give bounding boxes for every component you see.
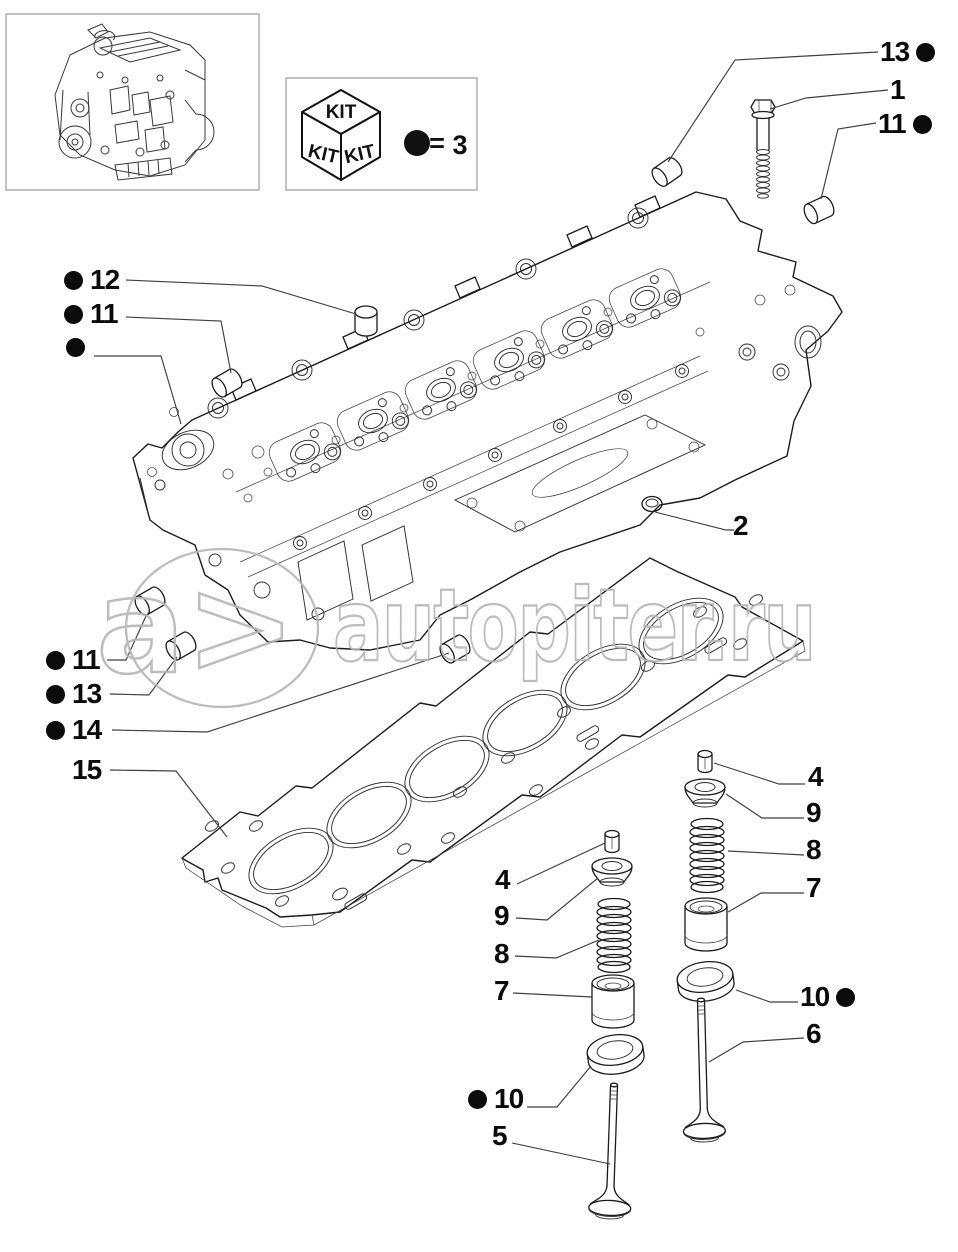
callout-9-left-number: 9: [494, 900, 509, 931]
watermark-site-text: autopiter.ru: [333, 567, 815, 684]
kit-dot: [913, 115, 932, 134]
callout-9-left: [494, 902, 509, 930]
callout-10-right: [800, 983, 855, 1011]
valve-guide-right: [685, 898, 727, 951]
kit-dot: [836, 988, 855, 1007]
callout-10-left: [468, 1085, 523, 1113]
callout-kit-mark-only: [66, 338, 92, 357]
callout-13-top-number: 13: [880, 36, 910, 67]
spring-retainer-left: [592, 858, 632, 886]
callout-14: [46, 716, 101, 744]
kit-dot: [64, 271, 83, 290]
callout-10-right-number: 10: [800, 981, 830, 1012]
callout-6: [806, 1020, 821, 1048]
spring-retainer-right: [685, 779, 725, 807]
callout-2-number: 2: [733, 510, 748, 541]
valve-6-exhaust: [680, 998, 726, 1143]
cylinder-head-bolt-1: [751, 100, 775, 198]
callout-6-number: 6: [806, 1018, 821, 1049]
kit-quantity: 3: [452, 130, 468, 160]
callout-4-right-number: 4: [808, 761, 823, 792]
callout-13-low-number: 13: [72, 678, 102, 709]
callout-11-low-number: 11: [72, 644, 100, 675]
kit-dot: [46, 721, 65, 740]
callout-4-left-number: 4: [495, 864, 510, 895]
kit-cube-left-label: KIT: [305, 140, 341, 169]
valve-collet-left: [605, 831, 619, 853]
cup-plug-11-top: [801, 194, 836, 225]
callout-7-right-number: 7: [806, 872, 821, 903]
valve-spring-left: [597, 899, 631, 973]
callout-8-right-number: 8: [806, 834, 821, 865]
engine-thumbnail: [6, 14, 259, 190]
kit-cube-icon: [302, 90, 380, 180]
kit-dot: [66, 338, 85, 357]
callout-13-top: [880, 38, 935, 66]
callout-10-left-number: 10: [494, 1083, 524, 1114]
callout-11-left-number: 11: [90, 298, 118, 329]
watermark-logo-text: a>: [96, 550, 296, 704]
callout-2: [733, 512, 748, 540]
kit-dot-icon: [404, 130, 430, 156]
kit-equals: =: [429, 128, 445, 158]
kit-dot: [64, 305, 83, 324]
callout-5-number: 5: [492, 1120, 507, 1151]
callout-9-right: [806, 799, 821, 827]
callout-8-right: [806, 836, 821, 864]
watermark: [96, 549, 815, 707]
valve-spring-right: [690, 819, 724, 893]
valve-guide-left: [592, 975, 634, 1028]
cup-plug-11-left: [209, 367, 245, 400]
core-plug-12: [355, 306, 377, 336]
kit-dot: [46, 651, 65, 670]
callout-8-left: [494, 940, 509, 968]
callout-11-left: [64, 300, 118, 328]
valve-5-intake: [588, 1082, 635, 1219]
callout-11-top-number: 11: [878, 108, 906, 139]
callout-12-number: 12: [90, 264, 120, 295]
callout-11-top: [878, 110, 932, 138]
kit-dot: [46, 685, 65, 704]
callout-4-right: [808, 763, 823, 791]
callout-8-left-number: 8: [494, 938, 509, 969]
kit-legend: [286, 78, 477, 190]
valve-seal-right: [675, 958, 736, 1004]
kit-cube-top-label: KIT: [325, 102, 357, 123]
callout-14-number: 14: [72, 714, 102, 745]
cup-plug-13-top: [649, 155, 685, 189]
callout-7-left: [494, 977, 509, 1005]
callout-1: [890, 76, 905, 104]
callout-7-right: [806, 874, 821, 902]
callout-4-left: [495, 866, 510, 894]
callout-11-low: [46, 646, 100, 674]
callout-13-low: [46, 680, 101, 708]
callout-7-left-number: 7: [494, 975, 509, 1006]
callout-15: [72, 756, 101, 784]
callout-9-right-number: 9: [806, 797, 821, 828]
kit-cube-right-label: KIT: [342, 140, 378, 169]
callout-12: [64, 266, 119, 294]
kit-dot: [468, 1090, 487, 1109]
kit-dot: [916, 43, 935, 62]
callout-5: [492, 1122, 507, 1150]
callout-1-number: 1: [890, 74, 905, 105]
valve-collet-right: [698, 751, 712, 773]
callout-15-number: 15: [72, 754, 102, 785]
valve-seal-left: [585, 1031, 646, 1077]
